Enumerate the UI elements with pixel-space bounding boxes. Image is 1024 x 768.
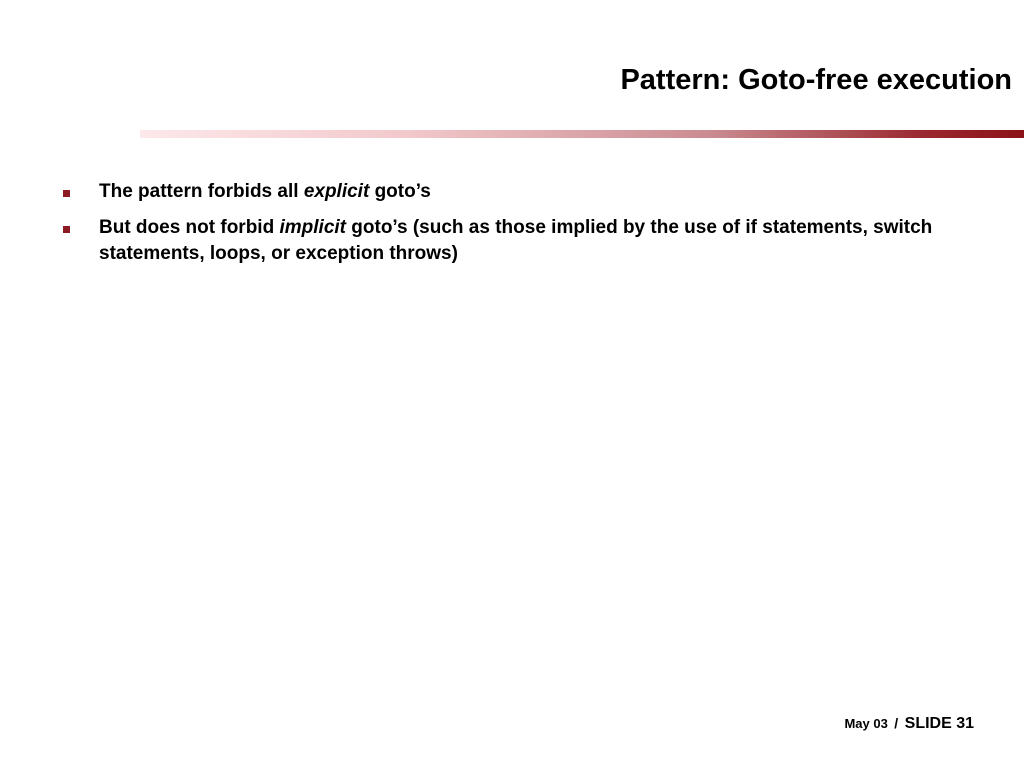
footer-separator: / [894, 715, 899, 731]
bullet-text-emphasis: implicit [279, 217, 346, 238]
slide-number: SLIDE 31 [904, 715, 974, 732]
bullet-list [58, 179, 958, 277]
square-bullet-icon [63, 226, 70, 233]
slide-footer [844, 715, 974, 733]
square-bullet-icon [63, 190, 70, 197]
bullet-text-after: goto’s [369, 181, 431, 202]
footer-date: May 03 [844, 716, 888, 731]
bullet-item [58, 215, 958, 267]
bullet-text-after: goto’s (such as those implied by the use of if statements, switch statements, loops, or exception throws) [99, 217, 933, 264]
bullet-text-before: But does not forbid [99, 217, 280, 238]
title-divider [140, 130, 1024, 138]
bullet-text-before: The pattern forbids all [99, 181, 304, 202]
bullet-item [58, 179, 958, 205]
bullet-text-emphasis: explicit [303, 181, 370, 202]
slide-title: Pattern: Goto-free execution [620, 64, 1012, 96]
